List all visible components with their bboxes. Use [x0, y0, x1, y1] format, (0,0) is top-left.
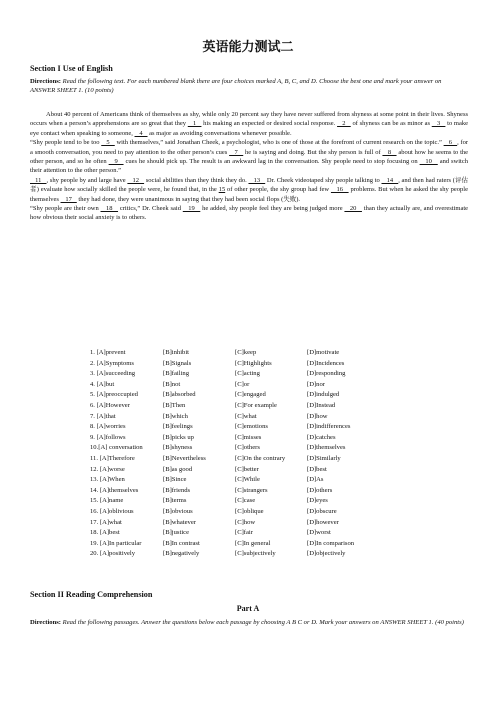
cloze-blank: 15: [218, 186, 226, 194]
passage-text: , shy people by and large have: [46, 176, 128, 184]
option-row: [90, 518, 379, 529]
part-a-heading: Part A: [236, 604, 260, 613]
directions-text: Read the following passages. Answer the questions below each passage by choosing A B C or D. Mark your answers on ANSWER SHEET 1. (40 points): [61, 619, 464, 626]
option-choice-b: [B]negatively: [163, 550, 200, 558]
option-choice-a: 20. [A]positively: [90, 550, 136, 558]
option-choice-b: [B]which: [163, 412, 188, 420]
option-choice-d: [D]indifferences: [307, 423, 351, 431]
passage-text: about how he seems to the other person, and so he often: [30, 148, 469, 166]
option-choice-a: 11. [A]Therefore: [90, 454, 135, 462]
option-choice-a: 16. [A]oblivious: [90, 507, 134, 515]
cloze-blank: 18: [100, 205, 119, 213]
cloze-blank: 19: [182, 205, 201, 213]
option-choice-c: [C]subjectively: [235, 550, 276, 558]
option-choice-b: [B]as good: [163, 465, 193, 473]
passage-text: he added, shy people feel they are being judged more: [200, 205, 345, 213]
passage-text: “Shy people tend to be too: [30, 139, 102, 147]
passage-text: to make eye contact when speaking to someone,: [30, 120, 469, 137]
option-row: [90, 390, 379, 401]
option-choice-c: [C]or: [235, 380, 250, 388]
option-choice-a: 18. [A]best: [90, 529, 120, 537]
option-choice-c: [C]what: [235, 412, 257, 420]
cloze-blank: 16: [330, 186, 349, 194]
cloze-blank: 12: [127, 176, 145, 184]
option-choice-b: [B]obvious: [163, 507, 193, 515]
passage-text: problems. But when he asked the shy people themselves: [30, 186, 468, 203]
option-choice-a: 3. [A]succeeding: [90, 370, 136, 378]
option-choice-a: 4. [A]but: [90, 380, 115, 388]
option-row: [90, 401, 379, 412]
answer-options: [90, 348, 379, 560]
option-choice-d: [D]objectively: [307, 550, 346, 558]
option-choice-d: [D]As: [307, 476, 324, 484]
passage-text: social abilities than they think they do.: [144, 176, 249, 184]
option-choice-a: 9. [A]follows: [90, 433, 126, 441]
option-choice-d: [D]nor: [307, 380, 325, 388]
section-2-heading: Section II Reading Comprehension: [30, 590, 153, 599]
option-choice-c: [C]Highlights: [235, 359, 272, 367]
option-choice-b: [B]whatever: [163, 518, 196, 526]
cloze-blank: 3: [431, 120, 446, 128]
option-choice-d: [D]obscure: [307, 507, 337, 515]
option-choice-c: [C]better: [235, 465, 259, 473]
option-choice-a: 14. [A]themselves: [90, 486, 139, 494]
option-choice-c: [C]engaged: [235, 391, 266, 399]
option-row: [90, 359, 379, 370]
passage-text: About 40 percent of Americans think of themselves as shy, while only 20 percent say they have never suffered from shyness at some point in their lives. Shyness occurs when a person’s apprehensions are so great that they: [30, 111, 468, 128]
option-row: [90, 475, 379, 486]
passage-paragraph: [30, 110, 468, 138]
directions-text: Read the following text. For each numbered blank there are four choices marked A, B, C, and D. Choose the best one and mark your answer on ANSWER SHEET 1. (10 points): [30, 78, 442, 95]
option-choice-a: 1. [A]prevent: [90, 349, 126, 356]
option-row: [90, 496, 379, 507]
page-title: 英语能力测试二: [202, 40, 294, 55]
option-choice-d: [D]however: [307, 518, 339, 526]
cloze-blank: 14: [381, 176, 399, 184]
option-choice-a: 6. [A]However: [90, 401, 130, 409]
option-choice-a: 5. [A]preoccupied: [90, 391, 138, 399]
passage-text: of shyness can be as minor as: [350, 120, 432, 128]
option-row: [90, 465, 379, 476]
option-choice-b: [B]Signals: [163, 359, 192, 367]
passage-text: , and then had raters (评估者) evaluate how socially skilled the people were, he found that, in the: [30, 176, 469, 194]
option-choice-d: [D]motivate: [307, 349, 340, 356]
option-choice-d: [D]Instead: [307, 401, 336, 409]
cloze-blank: 17: [60, 195, 77, 203]
passage-text: cues he should pick up. The result is an awkward lag in the conversation. Shy people need to stop focusing on: [123, 158, 420, 166]
passage-text: his making an expected or desired social response.: [201, 120, 338, 128]
option-choice-b: [B]feelings: [163, 423, 193, 431]
option-choice-b: [B]Nevertheless: [163, 454, 206, 462]
option-choice-b: [B]In contrast: [163, 539, 200, 547]
option-choice-b: [B]Then: [163, 401, 186, 409]
option-choice-b: [B]terms: [163, 497, 187, 505]
cloze-passage: [30, 110, 468, 223]
option-choice-c: [C]emotions: [235, 423, 268, 431]
section-2-directions: [30, 618, 468, 627]
passage-text: Dr. Cheek videotaped shy people talking to: [265, 176, 382, 184]
option-choice-c: [C]In general: [235, 539, 271, 547]
directions-label: Directions:: [30, 619, 62, 626]
passage-text: of other people, the shy group had few: [225, 186, 331, 194]
option-row: [90, 348, 379, 359]
option-choice-b: [B]failing: [163, 370, 190, 378]
cloze-blank: 10: [419, 158, 438, 166]
passage-text: he is saying and doing. But the shy person is full of: [243, 148, 383, 156]
passage-text: “Shy people are their own: [30, 205, 101, 213]
option-choice-c: [C]keep: [235, 349, 257, 356]
passage-text: critics,” Dr. Cheek said: [118, 205, 183, 213]
option-choice-c: [C]fair: [235, 529, 253, 537]
passage-paragraph: [30, 138, 468, 176]
cloze-blank: 4: [134, 129, 148, 137]
option-choice-a: 7. [A]that: [90, 412, 116, 420]
section-1-heading: Section I Use of English: [30, 64, 113, 73]
option-choice-a: 17. [A]what: [90, 518, 122, 526]
cloze-blank: 5: [101, 139, 115, 147]
option-choice-a: 2. [A]Symptoms: [90, 359, 134, 367]
option-choice-c: [C]case: [235, 497, 256, 505]
option-row: [90, 507, 379, 518]
option-row: [90, 486, 379, 497]
passage-paragraph: [30, 176, 468, 204]
cloze-blank: 8: [382, 148, 397, 156]
option-choice-a: 12. [A]worse: [90, 465, 125, 473]
option-row: [90, 380, 379, 391]
option-choice-c: [C]On the contrary: [235, 454, 286, 462]
option-choice-d: [D]best: [307, 465, 327, 473]
option-choice-b: [B]absorbed: [163, 391, 196, 399]
option-choice-c: [C]how: [235, 518, 256, 526]
option-choice-d: [D]others: [307, 486, 333, 494]
option-choice-d: [D]Similarly: [307, 454, 341, 462]
cloze-blank: 6: [443, 139, 458, 147]
option-choice-d: [D]In comparison: [307, 539, 355, 547]
option-choice-b: [B]picks up: [163, 433, 194, 441]
option-choice-b: [B]Since: [163, 476, 187, 484]
option-choice-d: [D]Incidences: [307, 359, 345, 367]
option-choice-c: [C]misses: [235, 433, 262, 441]
option-row: [90, 433, 379, 444]
option-choice-d: [D]how: [307, 412, 328, 420]
option-row: [90, 443, 379, 454]
option-choice-c: [C]While: [235, 476, 260, 484]
option-choice-c: [C]acting: [235, 370, 260, 378]
option-choice-d: [D]indulged: [307, 391, 340, 399]
cloze-blank: 1: [187, 120, 202, 128]
passage-text: and switch their attention to the other person.”: [30, 158, 468, 175]
option-choice-b: [B]shyness: [163, 444, 193, 452]
option-choice-d: [D]responding: [307, 370, 346, 378]
cloze-blank: 20: [344, 205, 362, 213]
option-choice-d: [D]catches: [307, 433, 336, 441]
option-row: [90, 422, 379, 433]
option-choice-c: [C]others: [235, 444, 260, 452]
option-choice-c: [C]strangers: [235, 486, 268, 494]
option-choice-a: 15. [A]name: [90, 497, 124, 505]
option-choice-c: [C]oblique: [235, 507, 264, 515]
cloze-blank: 11: [30, 176, 47, 184]
option-choice-b: [B]friends: [163, 486, 191, 494]
cloze-blank: 2: [337, 120, 351, 128]
section-1-directions: [30, 77, 468, 95]
option-choice-d: [D]worst: [307, 529, 331, 537]
passage-text: they had done, they were unanimous in saying that they had been social flops (失败).: [76, 195, 301, 203]
option-row: [90, 369, 379, 380]
option-choice-b: [B]not: [163, 380, 181, 388]
passage-text: with themselves,” said Jonathan Cheek, a psychologist, who is one of those at the forefront of current research on the topic.”: [114, 139, 444, 147]
option-row: [90, 549, 379, 560]
cloze-blank: 9: [108, 158, 124, 166]
cloze-blank: 13: [248, 176, 266, 184]
passage-text: as major as avoiding conversations whenever possible.: [147, 129, 292, 137]
option-choice-a: 8. [A]worries: [90, 423, 126, 431]
option-row: [90, 412, 379, 423]
option-choice-d: [D]themselves: [307, 444, 346, 452]
passage-paragraph: [30, 204, 468, 223]
option-row: [90, 454, 379, 465]
option-row: [90, 528, 379, 539]
passage-text: than they actually are, and overestimate how obvious their social anxiety is to others.: [30, 205, 469, 222]
option-choice-d: [D]eyes: [307, 497, 328, 505]
option-choice-b: [B]justice: [163, 529, 190, 537]
option-row: [90, 539, 379, 550]
directions-label: Directions:: [30, 78, 62, 85]
option-choice-a: 19. [A]In particular: [90, 539, 142, 547]
option-choice-a: 10.[A] conversation: [90, 444, 143, 452]
option-choice-c: [C]For example: [235, 401, 277, 409]
option-choice-a: 13. [A]When: [90, 476, 125, 484]
option-choice-b: [B]inhibit: [163, 349, 190, 356]
passage-text: , for a smooth conversation, you need to pay attention to the other person’s cues: [30, 139, 469, 156]
cloze-blank: 7: [229, 148, 244, 156]
